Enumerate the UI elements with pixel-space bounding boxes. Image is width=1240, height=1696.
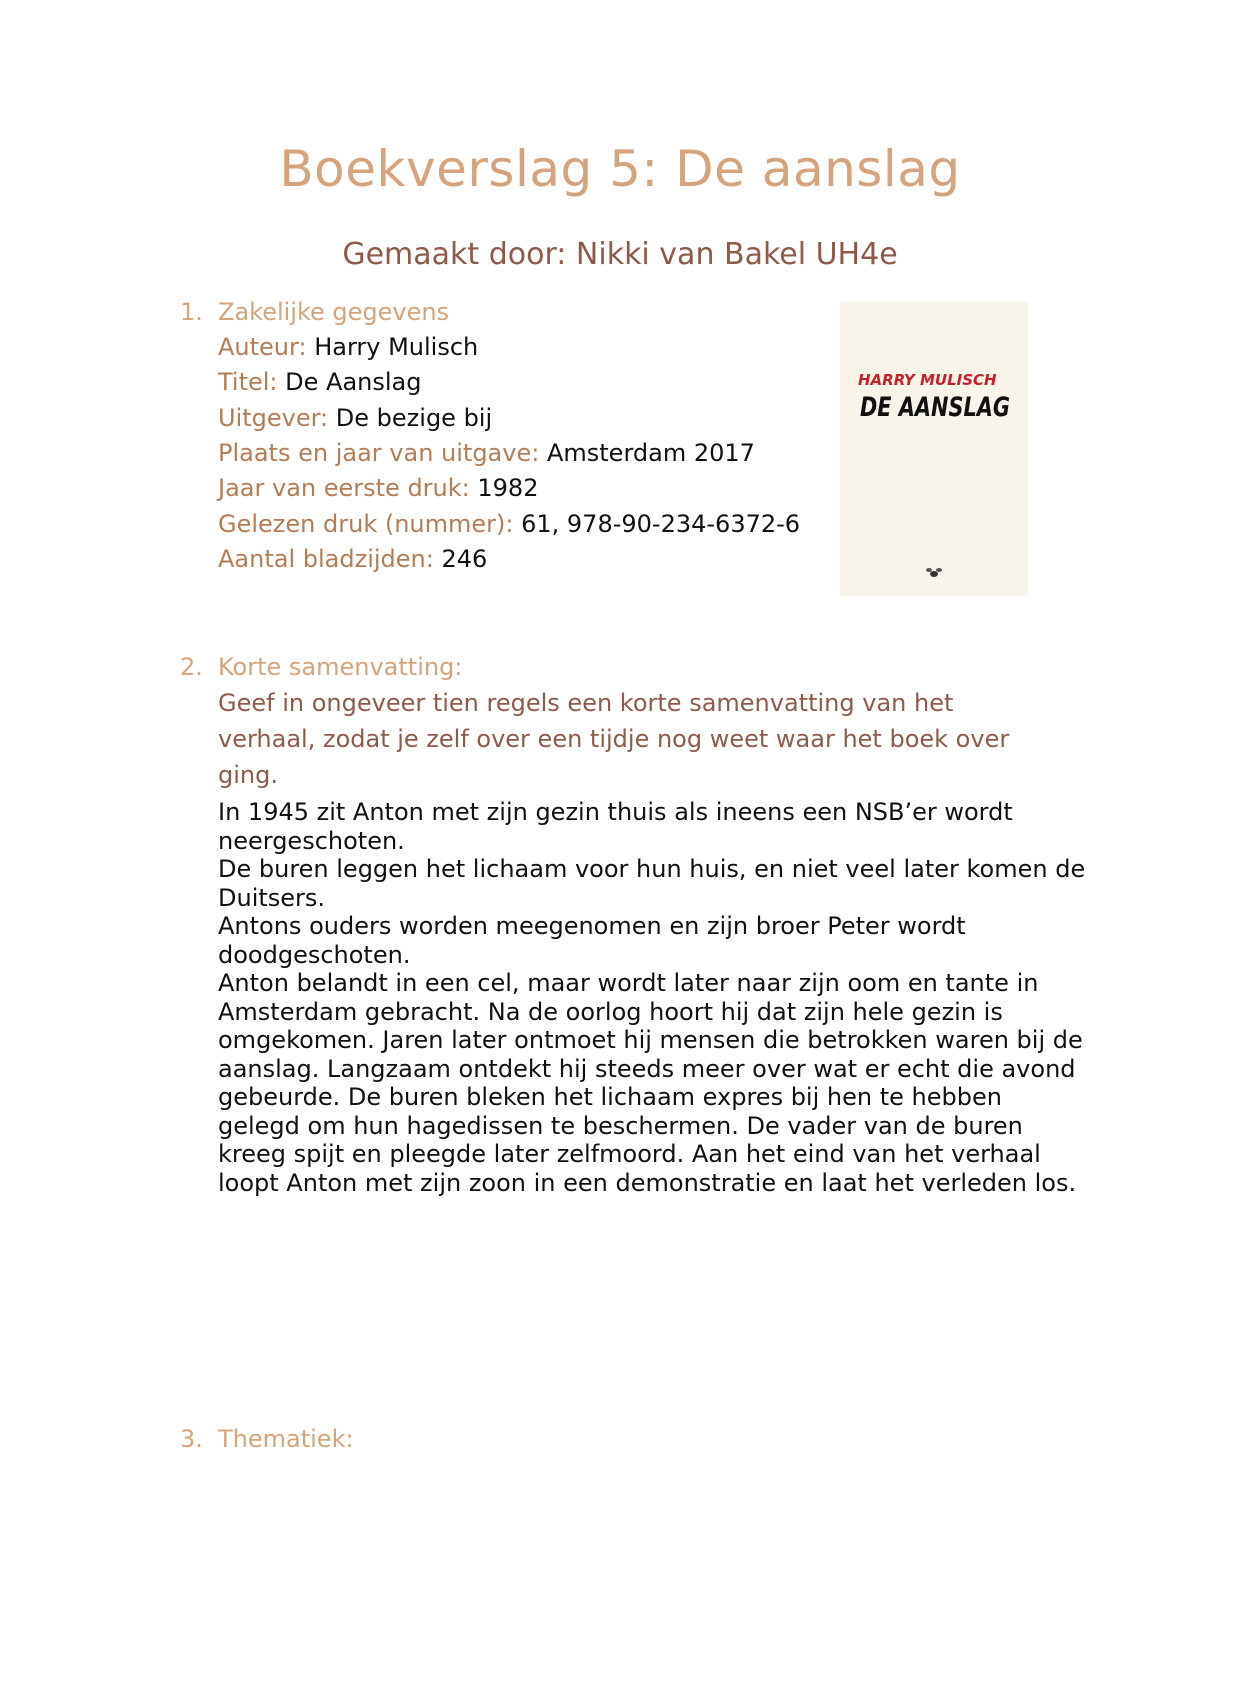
book-cover-art <box>840 302 1028 596</box>
field-value: Harry Mulisch <box>314 333 479 361</box>
summary-paragraph: Anton belandt in een cel, maar wordt later naar zijn oom en tante in Amsterdam gebracht. Na de oorlog hoort hij dat zijn hele gezin is omgekomen. Jaren later ontmoet hij mensen die betrokken waren bij de aanslag. Langzaam ontdekt hij steeds meer over wat er echt die avond gebeurde. De buren bleken het lichaam expres bij hen te hebben gelegd om hun hagedissen te beschermen. De vader van de buren kreeg spijt en pleegde later zelfmoord. Aan het eind van het verhaal loopt Anton met zijn zoon in een demonstratie en laat het verleden los. <box>218 969 1083 1197</box>
summary-text <box>218 798 1088 1197</box>
field-value: De bezige bij <box>335 404 493 432</box>
field-auteur <box>218 333 478 361</box>
field-titel <box>218 368 422 396</box>
field-value: 246 <box>441 545 488 573</box>
section-title: Zakelijke gegevens <box>218 298 450 326</box>
field-label: Auteur: <box>218 333 307 361</box>
section-heading-zakelijke-gegevens <box>180 298 449 326</box>
field-eerste-druk <box>218 474 538 502</box>
field-plaats-jaar <box>218 439 755 467</box>
field-value: Amsterdam 2017 <box>546 439 755 467</box>
field-label: Plaats en jaar van uitgave: <box>218 439 540 467</box>
field-gelezen-druk <box>218 510 800 538</box>
summary-paragraph: In 1945 zit Anton met zijn gezin thuis als ineens een NSB’er wordt neergeschoten. <box>218 798 1013 855</box>
field-label: Aantal bladzijden: <box>218 545 434 573</box>
field-value: 1982 <box>477 474 539 502</box>
section-title: Thematiek: <box>218 1425 354 1453</box>
summary-paragraph: Antons ouders worden meegenomen en zijn broer Peter wordt doodgeschoten. <box>218 912 966 969</box>
field-uitgever <box>218 404 492 432</box>
field-label: Jaar van eerste druk: <box>218 474 470 502</box>
field-label: Gelezen druk (nummer): <box>218 510 514 538</box>
field-bladzijden <box>218 545 487 573</box>
section-number: 3. <box>180 1425 203 1453</box>
bee-icon <box>926 568 942 577</box>
section-number: 1. <box>180 298 203 326</box>
book-cover <box>840 302 1028 596</box>
cover-title: DE AANSLAG <box>860 392 1010 423</box>
field-value: De Aanslag <box>285 368 422 396</box>
cover-author: HARRY MULISCH <box>858 371 997 389</box>
section-number: 2. <box>180 653 203 681</box>
field-value: 61, 978-90-234-6372-6 <box>521 510 801 538</box>
assignment-prompt: Geef in ongeveer tien regels een korte samenvatting van het verhaal, zodat je zelf over een tijdje nog weet waar het boek over ging. <box>218 689 1010 789</box>
field-label: Titel: <box>218 368 278 396</box>
page-title: Boekverslag 5: De aanslag <box>279 140 961 198</box>
author-line: Gemaakt door: Nikki van Bakel UH4e <box>342 237 898 272</box>
section-heading-korte-samenvatting <box>180 653 462 681</box>
section-heading-thematiek <box>180 1425 354 1453</box>
summary-paragraph: De buren leggen het lichaam voor hun huis, en niet veel later komen de Duitsers. <box>218 855 1086 912</box>
field-label: Uitgever: <box>218 404 329 432</box>
section-title: Korte samenvatting: <box>218 653 463 681</box>
